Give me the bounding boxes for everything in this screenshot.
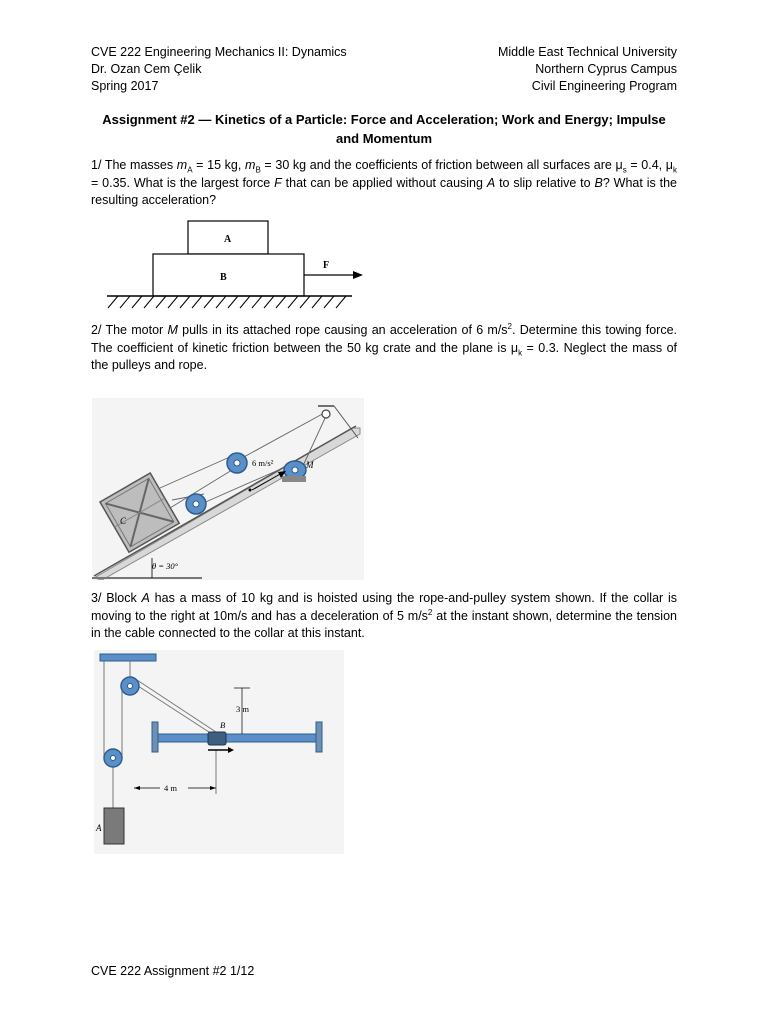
collar-label: B (220, 720, 226, 730)
pulley-lower (104, 749, 122, 767)
force-label: F (323, 260, 330, 271)
angle-label: θ = 30° (152, 561, 179, 571)
header-left (91, 44, 347, 95)
figure-2-crate-incline (92, 398, 364, 580)
pulley-upper (121, 677, 139, 695)
figure-3-collar-pulley (94, 650, 344, 854)
figure-1-blocks (100, 218, 370, 310)
force-arrow-head (353, 271, 363, 279)
crate-label: C (120, 516, 127, 526)
motor-label: M (306, 460, 314, 470)
term: Spring 2017 (91, 79, 159, 93)
campus-name: Northern Cyprus Campus (535, 62, 677, 76)
horizontal-rod (158, 734, 316, 742)
collar-b (208, 732, 226, 745)
width-label: 4 m (164, 783, 177, 793)
question-1-text: 1/ The masses $m_A = 15$ kg, $m_B = 30$ kg and the coefficients of friction between all surfaces are $\mu_s = 0.4$, $\mu_k = 0.35$. What is the largest force F that can be applied without causing A to slip relative to B? What is the resulting acceleration? (91, 158, 677, 207)
assignment-title: Assignment #2 — Kinetics of a Particle: Force and Acceleration; Work and Energy; Impulse and Momentum (102, 112, 666, 146)
pulley-upper (227, 453, 247, 473)
block-b (153, 254, 304, 296)
height-label: 3 m (236, 704, 249, 714)
block-a-label: A (224, 234, 232, 245)
left-wall (152, 722, 158, 752)
university-name: Middle East Technical University (497, 45, 677, 59)
page-footer: CVE 222 Assignment #2 1/12 (91, 964, 255, 978)
question-2-text: 2/ The motor M pulls in its attached rope causing an acceleration of 6 $m/s^2$. Determine this towing force. The coefficient of kinetic friction between the 50 kg crate and the plane is $\mu_k = 0.3$. Neglect the mass of the pulleys and rope. (91, 321, 678, 372)
program-name: Civil Engineering Program (531, 79, 677, 93)
course-title: CVE 222 Engineering Mechanics II: Dynamics (91, 45, 347, 59)
instructor-name: Dr. Ozan Cem Çelik (91, 62, 202, 76)
block-a-label: A (96, 823, 102, 833)
pulley-lower (186, 494, 206, 514)
block-b-label: B (220, 272, 227, 283)
acceleration-label: 6 m/s² (252, 458, 274, 468)
header-right (498, 44, 677, 95)
question-3-text: 3/ Block A has a mass of 10 kg and is hoisted using the rope-and-pulley system shown. If the collar is moving to the right at 10m/s and has a deceleration of 5 $m/s^2$ at the instant shown, determine the tension in the cable connected to the collar at this instant. (91, 591, 677, 640)
ceiling-plate (100, 654, 156, 661)
block-a (104, 808, 124, 844)
right-wall (316, 722, 322, 752)
ground-hatching (108, 296, 346, 308)
